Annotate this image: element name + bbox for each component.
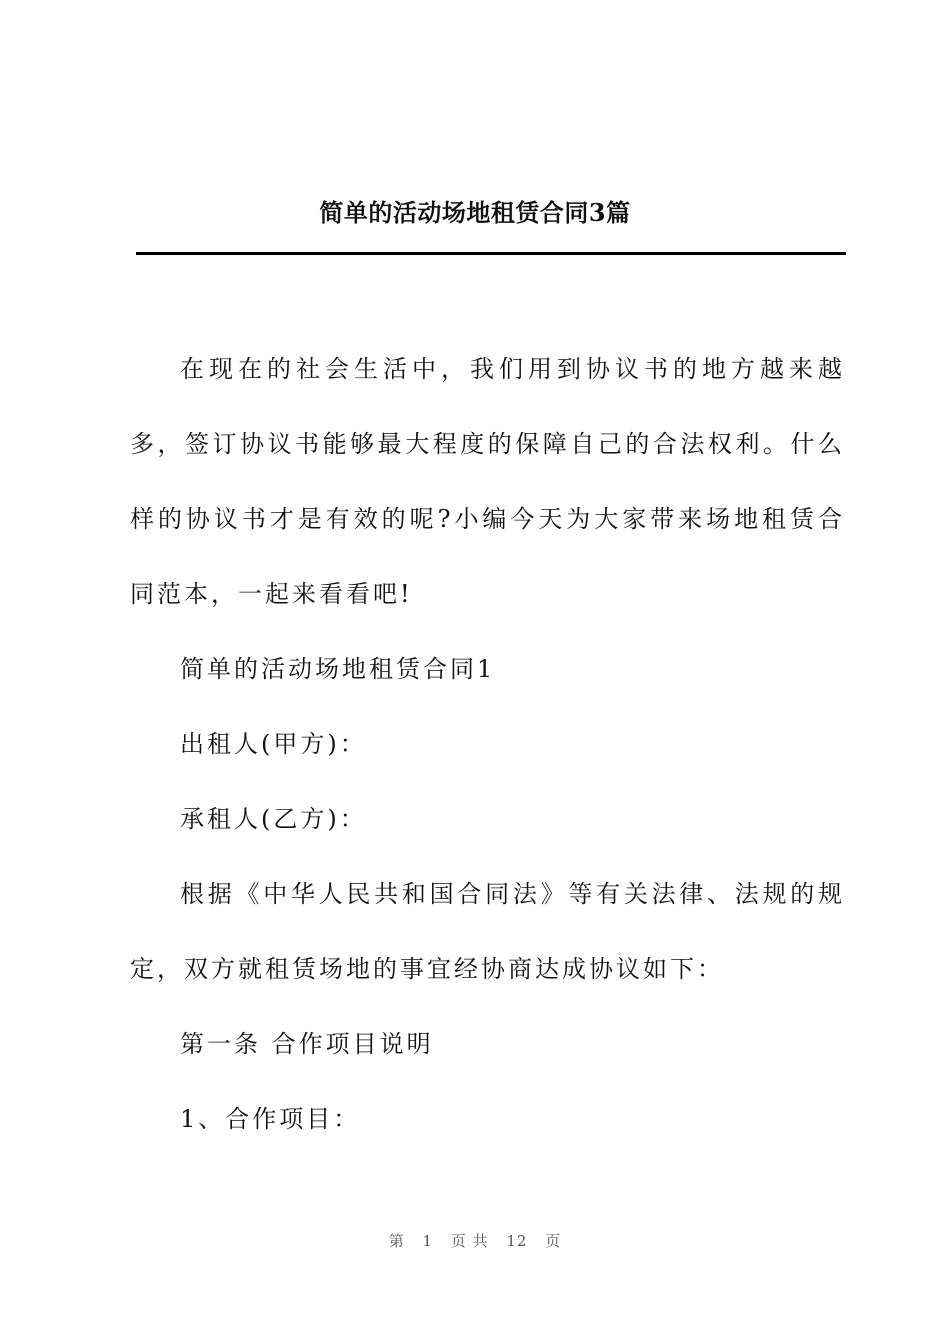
footer-label-of: 页 共 (450, 1232, 489, 1250)
item-one-line: 1、合作项目： (180, 1105, 361, 1133)
intro-paragraph: 在现在的社会生活中，我们用到协议书的地方越来越多，签订协议书能够最大程度的保障自己的合法权利。什么样的协议书才是有效的呢?小编今天为大家带来场地租赁合同范本，一起来看看吧! (130, 355, 845, 608)
lessee-line: 承租人(乙方)： (180, 805, 367, 833)
footer-label-end: 页 (545, 1232, 562, 1250)
title-underline (136, 252, 846, 255)
lessor-line: 出租人(甲方)： (180, 730, 367, 758)
footer-total-pages: 12 (506, 1232, 528, 1250)
document-body (130, 332, 845, 1157)
contract-heading: 简单的活动场地租赁合同1 (180, 655, 496, 683)
legal-basis-paragraph: 根据《中华人民共和国合同法》等有关法律、法规的规定，双方就租赁场地的事宜经协商达成协议如下： (130, 880, 845, 983)
document-title: 简单的活动场地租赁合同3篇 (319, 198, 631, 227)
footer-label-page: 第 (388, 1232, 405, 1250)
page-footer (0, 1226, 950, 1256)
footer-current-page: 1 (422, 1232, 434, 1250)
article-one-heading: 第一条 合作项目说明 (180, 1030, 434, 1058)
